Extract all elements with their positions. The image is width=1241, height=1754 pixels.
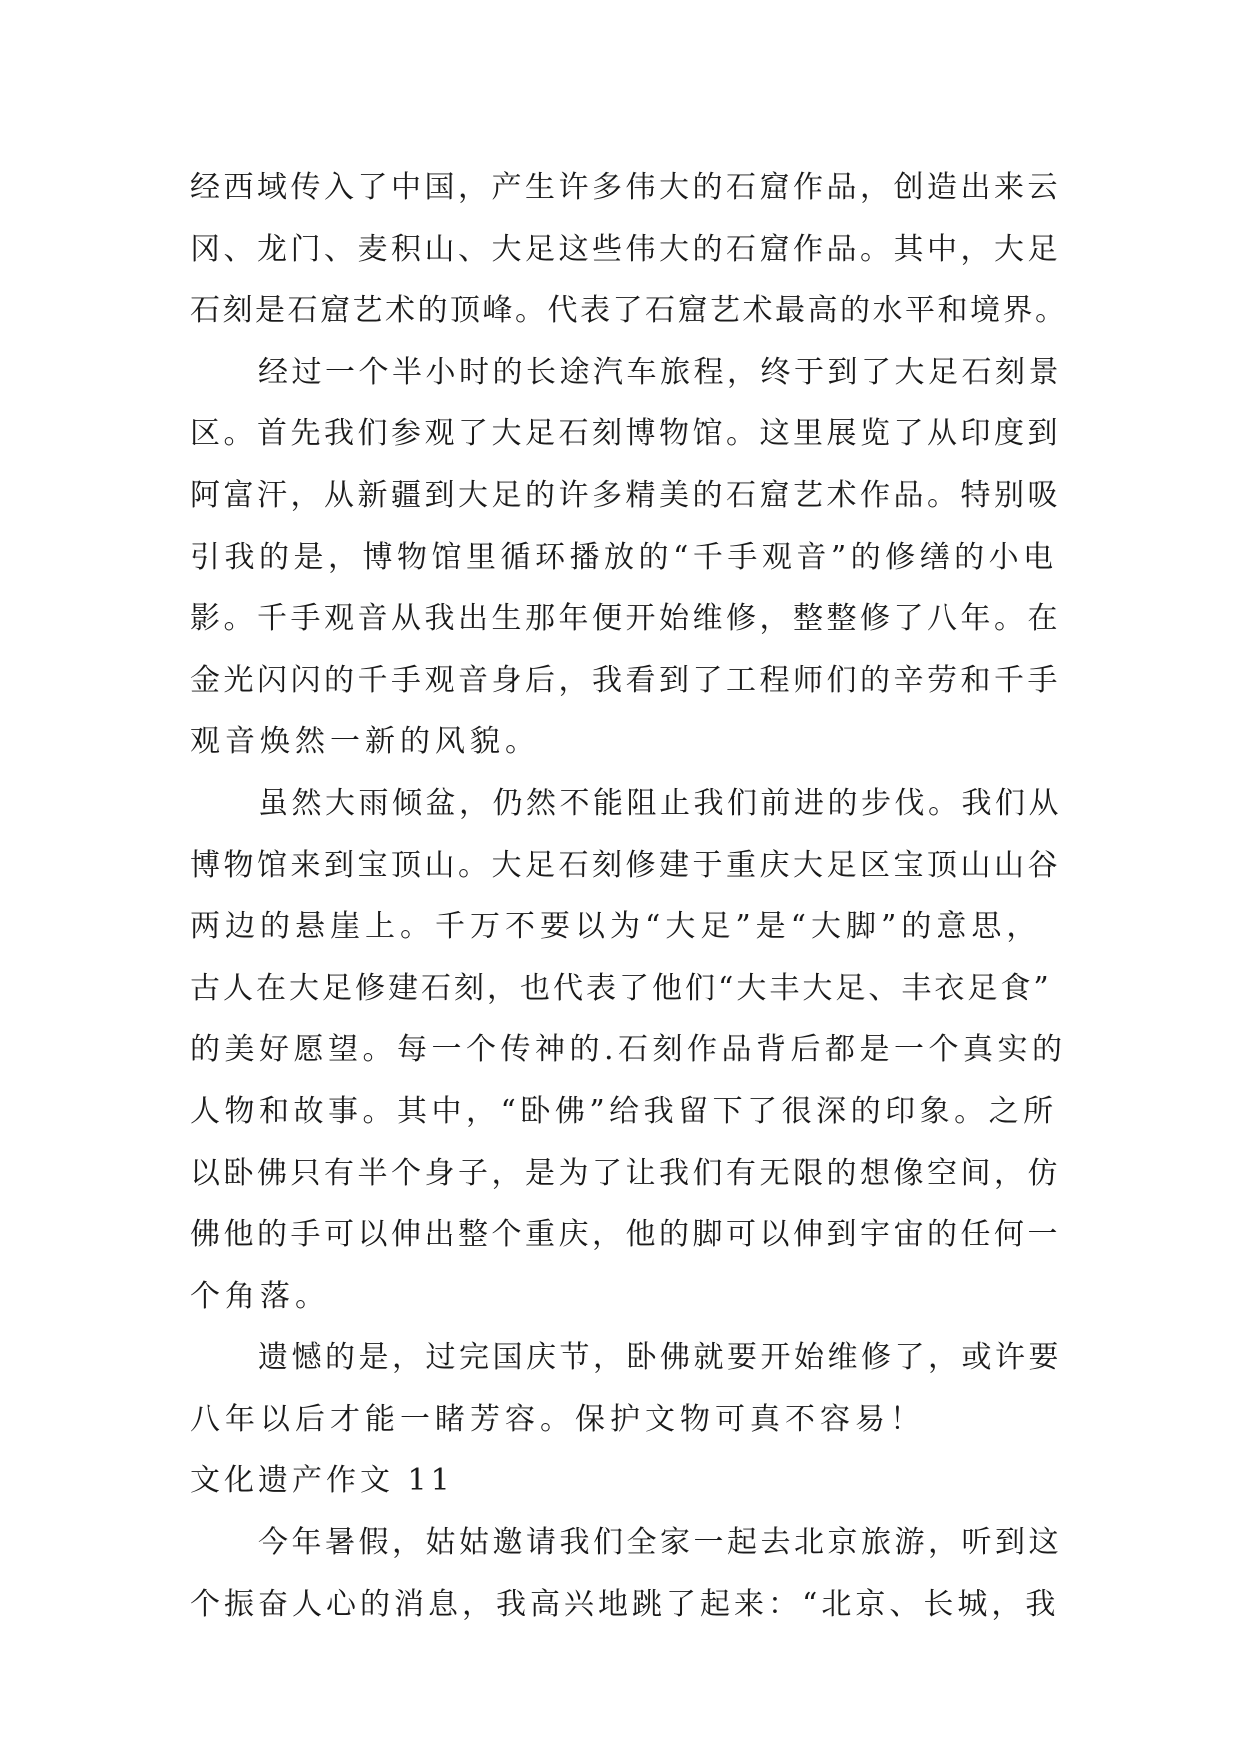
text-line: 的美好愿望。每一个传神的.石刻作品背后都是一个真实的	[190, 1032, 1067, 1068]
text-line: 观音焕然一新的风貌。	[190, 724, 540, 760]
text-line: 石刻是石窟艺术的顶峰。代表了石窟艺术最高的水平和境界。	[190, 293, 1068, 329]
text-line: 古人在大足修建石刻，也代表了他们“大丰大足、丰衣足食”	[190, 970, 1052, 1006]
section-heading: 文化遗产作文 11	[190, 1463, 454, 1499]
text-line: 博物馆来到宝顶山。大足石刻修建于重庆大足区宝顶山山谷	[190, 847, 1061, 883]
text-line: 以卧佛只有半个身子，是为了让我们有无限的想像空间，仿	[190, 1155, 1061, 1191]
text-line: 经西域传入了中国，产生许多伟大的石窟作品，创造出来云	[190, 170, 1061, 205]
text-line: 引我的是，博物馆里循环播放的“千手观音”的修缮的小电	[190, 539, 1058, 575]
text-line: 今年暑假，姑姑邀请我们全家一起去北京旅游，听到这	[258, 1525, 1062, 1561]
text-line: 个角落。	[190, 1278, 330, 1314]
text-line: 人物和故事。其中，“卧佛”给我留下了很深的印象。之所	[190, 1093, 1058, 1129]
paragraph	[190, 157, 1070, 342]
text-line: 虽然大雨倾盆，仍然不能阻止我们前进的步伐。我们从	[258, 785, 1062, 821]
paragraph	[190, 1327, 1070, 1450]
text-line: 八年以后才能一睹芳容。保护文物可真不容易！	[190, 1401, 925, 1437]
text-line: 影。千手观音从我出生那年便开始维修，整整修了八年。在	[190, 601, 1061, 637]
paragraph	[190, 773, 1070, 1327]
text-line: 区。首先我们参观了大足石刻博物馆。这里展览了从印度到	[190, 416, 1061, 452]
text-line: 个振奋人心的消息，我高兴地跳了起来：“北京、长城，我	[190, 1586, 1060, 1622]
text-line: 佛他的手可以伸出整个重庆，他的脚可以伸到宇宙的任何一	[190, 1217, 1061, 1253]
text-line: 两边的悬崖上。千万不要以为“大足”是“大脚”的意思，	[190, 909, 1042, 945]
text-line: 金光闪闪的千手观音身后，我看到了工程师们的辛劳和千手	[190, 662, 1061, 698]
paragraph	[190, 342, 1070, 773]
text-line: 经过一个半小时的长途汽车旅程，终于到了大足石刻景	[258, 354, 1062, 390]
paragraph	[190, 1512, 1070, 1635]
document-body	[190, 157, 1070, 1635]
text-line: 遗憾的是，过完国庆节，卧佛就要开始维修了，或许要	[258, 1340, 1062, 1376]
text-line: 冈、龙门、麦积山、大足这些伟大的石窟作品。其中，大足	[190, 231, 1061, 267]
text-line: 阿富汗，从新疆到大足的许多精美的石窟艺术作品。特别吸	[190, 477, 1061, 513]
